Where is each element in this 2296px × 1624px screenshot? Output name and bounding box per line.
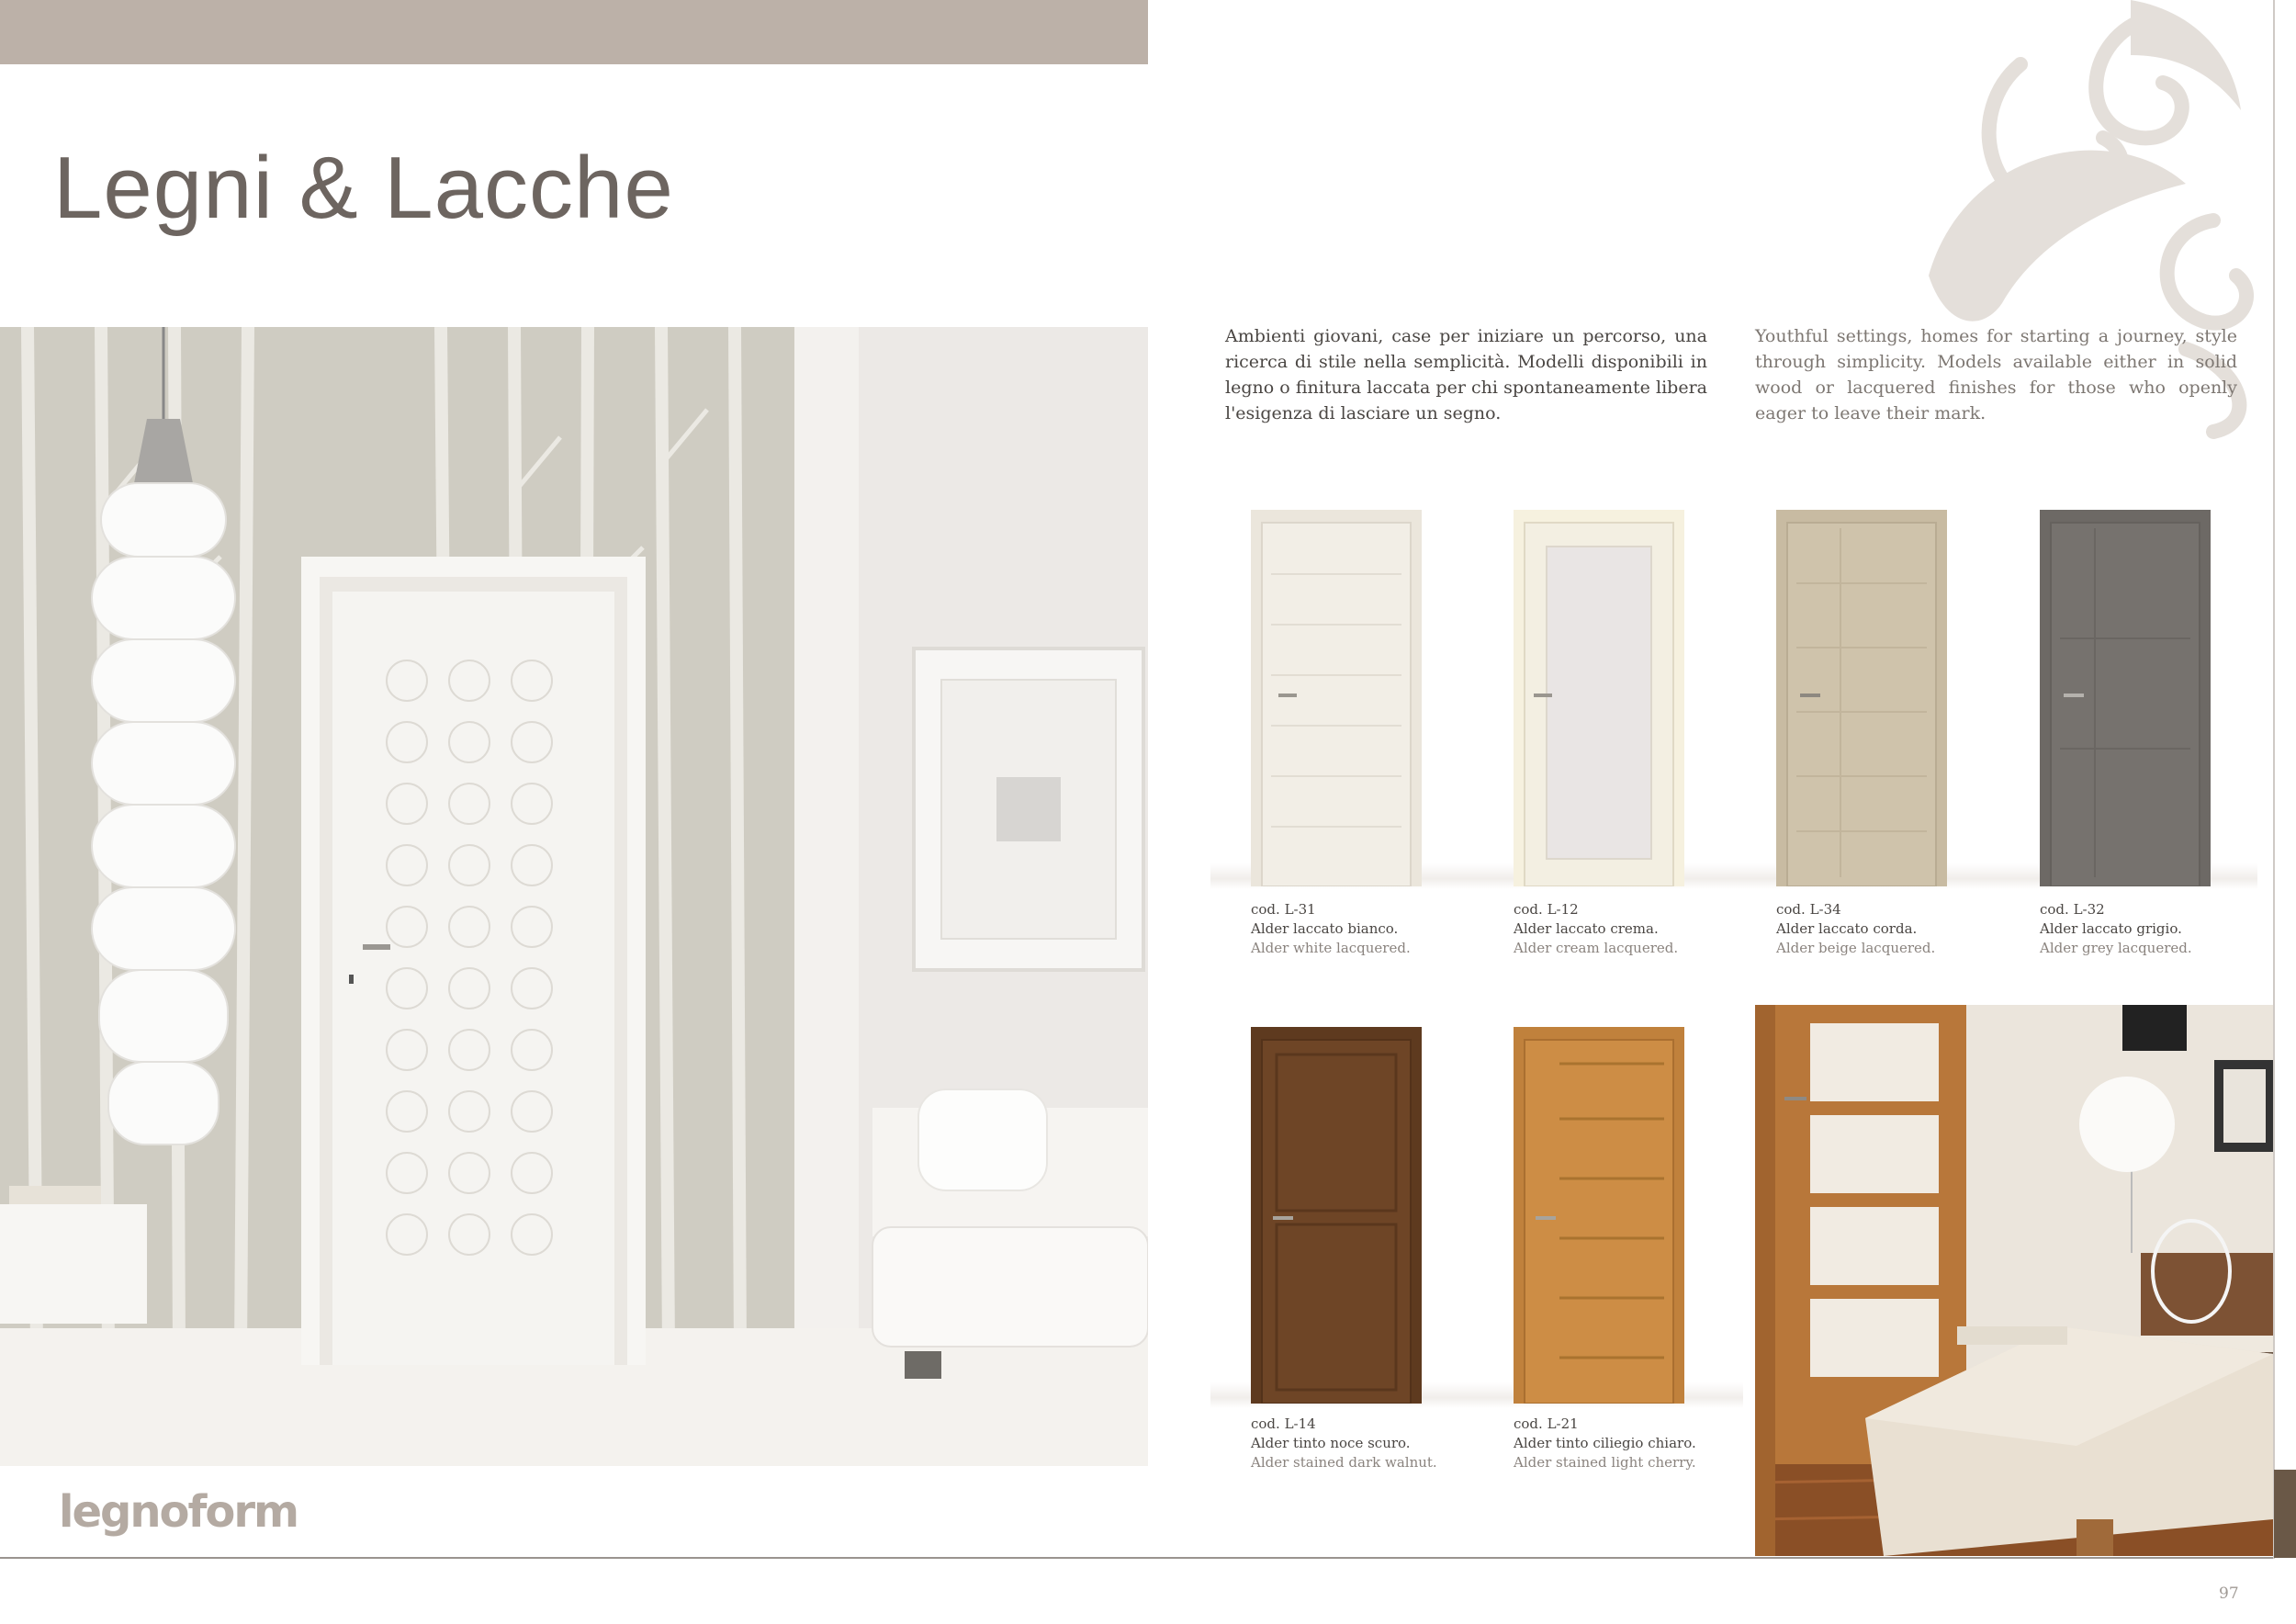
intro-text-italian: Ambienti giovani, case per iniziare un percorso, una ricerca di stile nella semplicità. Modelli disponibili in legno o finitura laccata per chi spontaneamente libera l'esigenza di lasciare un segno.: [1225, 326, 1707, 423]
door-name-italian: Alder laccato grigio.: [2040, 920, 2182, 937]
door-name-english: Alder grey lacquered.: [2040, 940, 2192, 956]
door-name-italian: Alder laccato corda.: [1776, 920, 1918, 937]
door-name-english: Alder beige lacquered.: [1776, 940, 1936, 956]
caption-l34: [1776, 900, 1935, 958]
door-code: cod. L-34: [1776, 901, 1841, 918]
door-l34: [1776, 510, 1947, 886]
caption-l14: [1251, 1415, 1437, 1472]
door-code: cod. L-31: [1251, 901, 1316, 918]
door-name-english: Alder white lacquered.: [1251, 940, 1411, 956]
door-code: cod. L-14: [1251, 1415, 1316, 1432]
door-name-english: Alder cream lacquered.: [1514, 940, 1679, 956]
page-title: Legni & Lacche: [53, 139, 674, 237]
room-photo-glass-door: [1755, 1005, 2273, 1556]
intro-text-english: Youthful settings, homes for starting a journey, style through simplicity. Models available either in solid wood or lacquered finishes for those who openly eager to leave their mark.: [1755, 326, 2237, 423]
edge-accent: [2274, 1470, 2296, 1558]
top-bar: [0, 0, 1148, 64]
door-name-italian: Alder tinto noce scuro.: [1251, 1435, 1411, 1451]
door-l14: [1251, 1027, 1422, 1404]
door-name-italian: Alder laccato crema.: [1514, 920, 1659, 937]
caption-l21: [1514, 1415, 1696, 1472]
door-l32: [2040, 510, 2211, 886]
door-name-english: Alder stained dark walnut.: [1251, 1454, 1437, 1471]
door-name-italian: Alder laccato bianco.: [1251, 920, 1399, 937]
room-photo-white-door: [0, 327, 1148, 1466]
door-code: cod. L-32: [2040, 901, 2105, 918]
door-name-italian: Alder tinto ciliegio chiaro.: [1514, 1435, 1696, 1451]
caption-l12: [1514, 900, 1678, 958]
caption-l32: [2040, 900, 2192, 958]
door-name-english: Alder stained light cherry.: [1514, 1454, 1696, 1471]
door-l21: [1514, 1027, 1684, 1404]
page-number: 97: [2219, 1585, 2239, 1603]
door-l12: [1514, 510, 1684, 886]
door-l31: [1251, 510, 1422, 886]
door-code: cod. L-12: [1514, 901, 1579, 918]
legnoform-logo: legnoform: [59, 1486, 298, 1538]
footer-line: [0, 1557, 2273, 1559]
caption-l31: [1251, 900, 1411, 958]
door-code: cod. L-21: [1514, 1415, 1579, 1432]
